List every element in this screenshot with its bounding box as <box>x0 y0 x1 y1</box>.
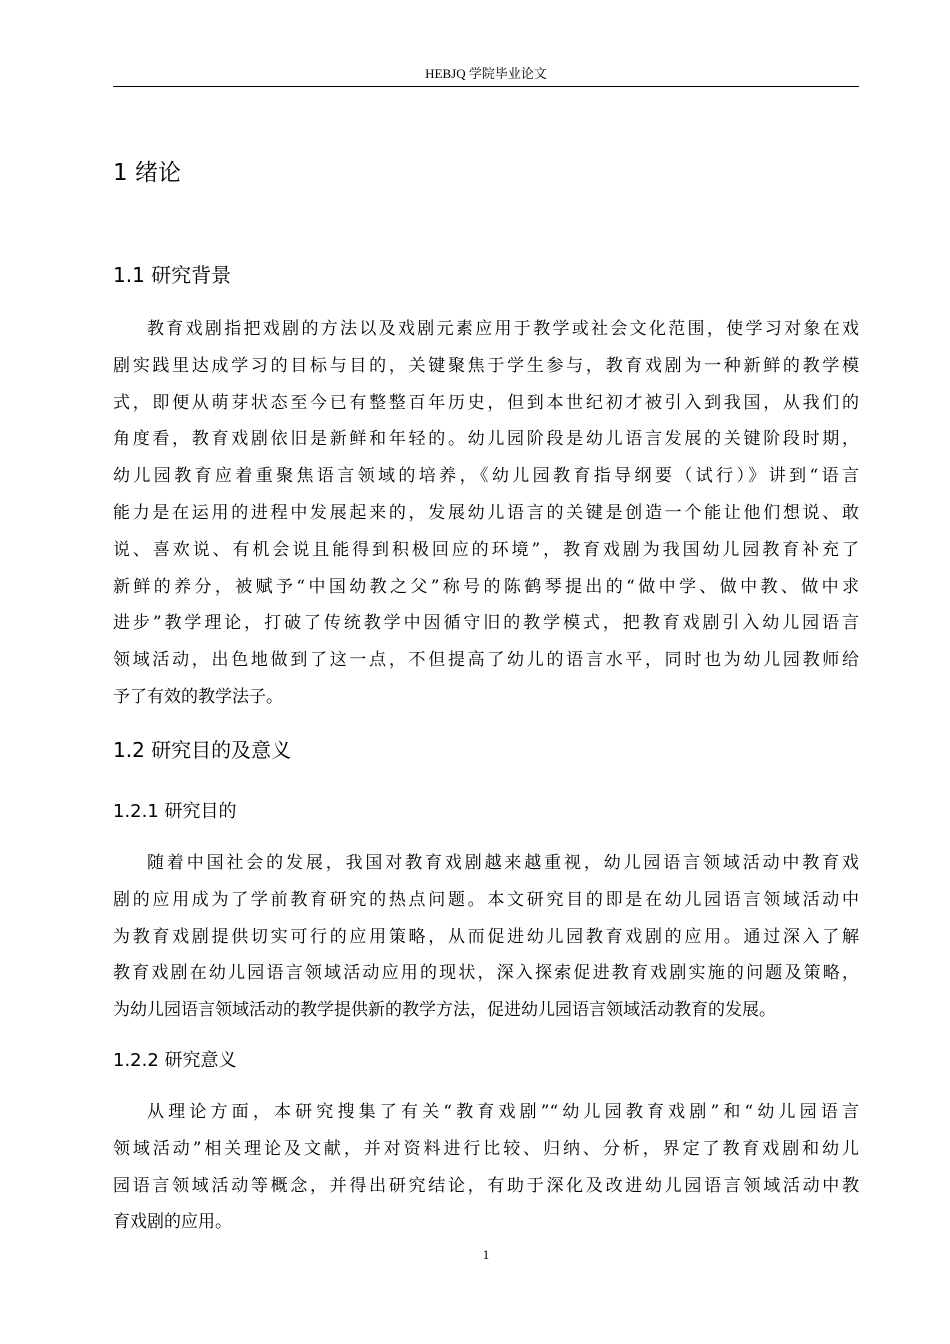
paragraph-line: 剧实践里达成学习的目标与目的，关键聚焦于学生参与，教育戏剧为一种新鲜的教学模 <box>113 355 859 376</box>
header-divider <box>113 86 859 87</box>
paragraph-line: 能力是在运用的进程中发展起来的，发展幼儿语言的关键是创造一个能让他们想说、敢 <box>113 502 859 523</box>
paragraph-line: 式，即便从萌芽状态至今已有整整百年历史，但到本世纪初才被引入到我国，从我们的 <box>113 392 859 413</box>
paragraph-line: 从理论方面，本研究搜集了有关“教育戏剧”“幼儿园教育戏剧”和“幼儿园语言 <box>147 1102 860 1122</box>
paragraph-significance <box>113 1094 859 1241</box>
paragraph-purpose <box>113 845 859 1029</box>
paragraph-line: 教育戏剧指把戏剧的方法以及戏剧元素应用于教学或社会文化范围，使学习对象在戏 <box>147 319 859 339</box>
paragraph-line: 新鲜的养分，被赋予“中国幼教之父”称号的陈鹤琴提出的“做中学、做中教、做中求 <box>113 576 859 597</box>
paragraph-line: 幼儿园教育应着重聚焦语言领域的培养，《幼儿园教育指导纲要（试行）》讲到“语言 <box>113 466 859 487</box>
header-title: HEBJQ 学院毕业论文 <box>425 66 547 81</box>
section-title-background: 1.1 研究背景 <box>113 263 232 287</box>
chapter-title: 1 绪论 <box>113 160 181 186</box>
page-number: 1 <box>482 1247 490 1262</box>
section-title-purpose-significance: 1.2 研究目的及意义 <box>113 738 292 762</box>
paragraph-line: 为幼儿园语言领域活动的教学提供新的教学方法，促进幼儿园语言领域活动教育的发展。 <box>113 1000 776 1021</box>
paragraph-line: 教育戏剧在幼儿园语言领域活动应用的现状，深入探索促进教育戏剧实施的问题及策略， <box>113 963 859 984</box>
paragraph-line: 园语言领域活动等概念，并得出研究结论，有助于深化及改进幼儿园语言领域活动中教 <box>113 1175 859 1196</box>
subsection-title-purpose: 1.2.1 研究目的 <box>113 801 237 822</box>
paragraph-line: 进步”教学理论，打破了传统教学中因循守旧的教学模式，把教育戏剧引入幼儿园语言 <box>113 613 859 634</box>
paragraph-line: 说、喜欢说、有机会说且能得到积极回应的环境”，教育戏剧为我国幼儿园教育补充了 <box>113 539 859 560</box>
paragraph-line: 剧的应用成为了学前教育研究的热点问题。本文研究目的即是在幼儿园语言领域活动中 <box>113 889 859 910</box>
paragraph-background <box>113 311 859 716</box>
paragraph-line: 为教育戏剧提供切实可行的应用策略，从而促进幼儿园教育戏剧的应用。通过深入了解 <box>113 926 859 947</box>
paragraph-line: 育戏剧的应用。 <box>113 1212 232 1233</box>
paragraph-line: 领域活动”相关理论及文献，并对资料进行比较、归纳、分析，界定了教育戏剧和幼儿 <box>113 1138 859 1159</box>
paragraph-line: 角度看，教育戏剧依旧是新鲜和年轻的。幼儿园阶段是幼儿语言发展的关键阶段时期， <box>113 429 859 450</box>
subsection-title-significance: 1.2.2 研究意义 <box>113 1050 237 1071</box>
paragraph-line: 领域活动，出色地做到了这一点，不但提高了幼儿的语言水平，同时也为幼儿园教师给 <box>113 650 859 671</box>
paragraph-line: 随着中国社会的发展，我国对教育戏剧越来越重视，幼儿园语言领域活动中教育戏 <box>147 853 859 873</box>
paragraph-line: 予了有效的教学法子。 <box>113 686 283 707</box>
